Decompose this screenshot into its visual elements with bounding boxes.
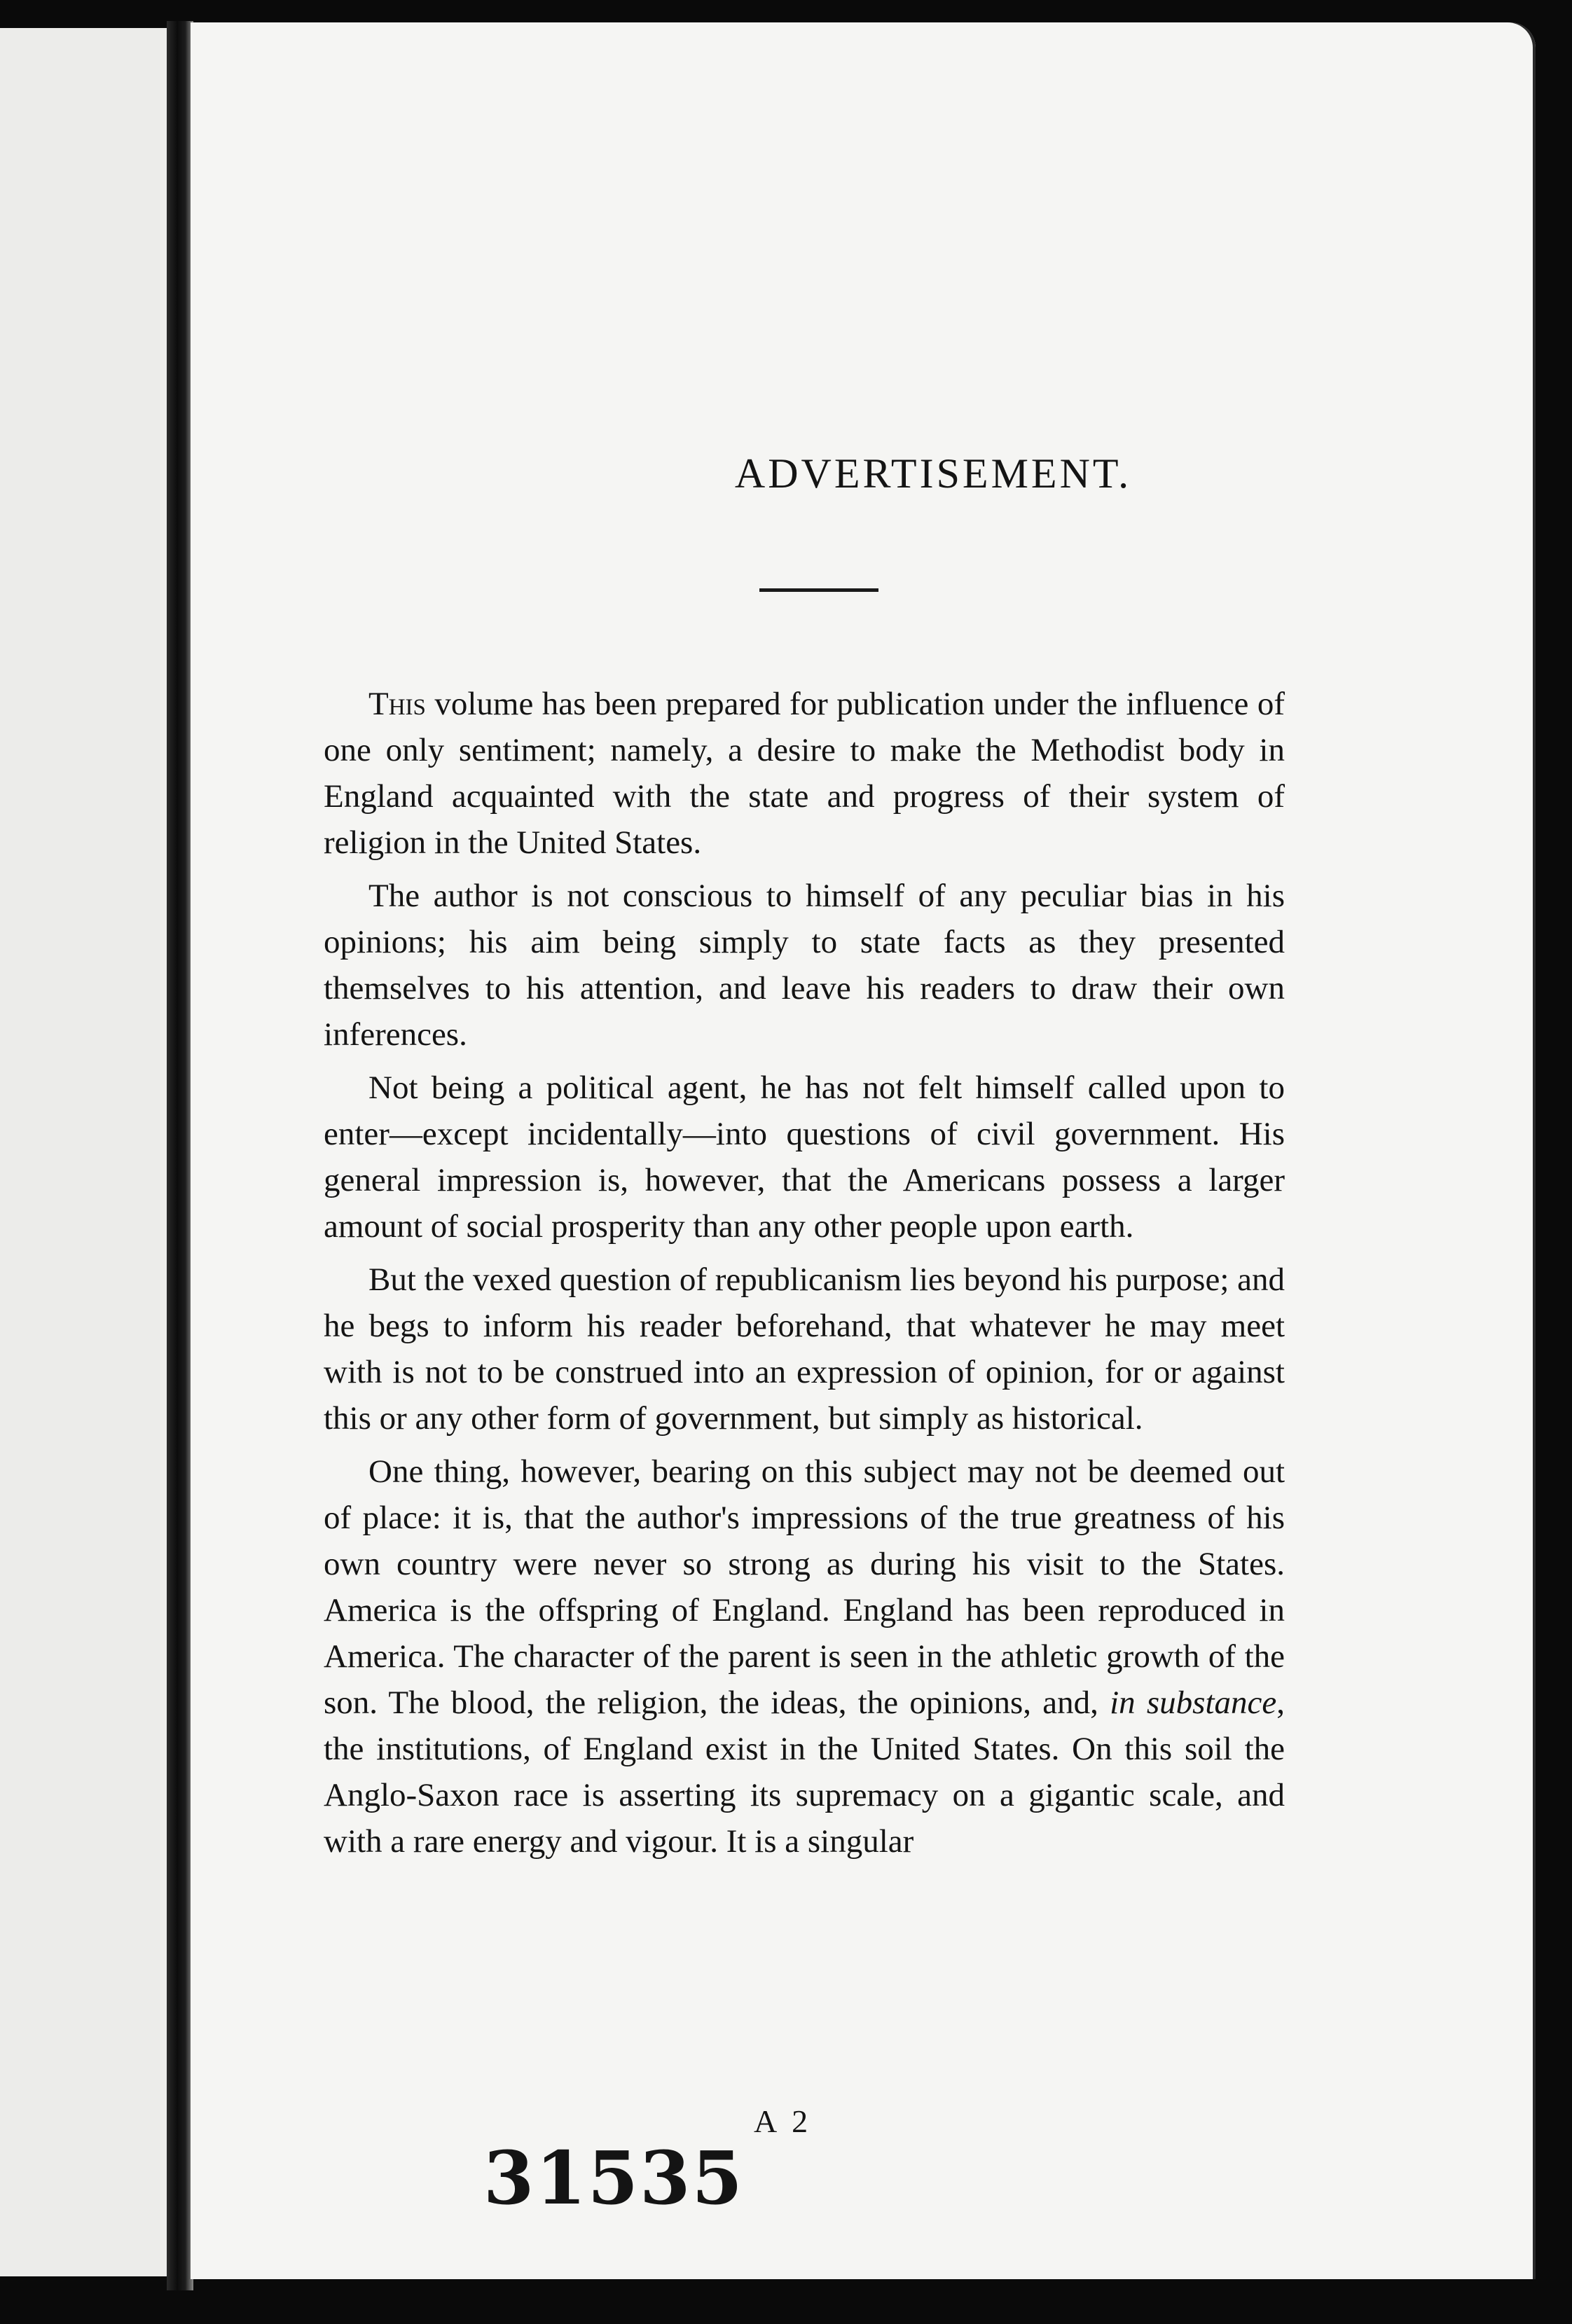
paragraph-2: The author is not conscious to himself of any peculiar bias in his opinions; his aim being simply to state facts as they presented themselves to his attention, and leave his readers to draw their own inferences. (324, 878, 1285, 1053)
paragraph-1 (324, 681, 1285, 866)
page-title: ADVERTISEMENT. (734, 450, 1132, 497)
paragraph-1-opening-word: This (368, 686, 426, 722)
paragraph-4: But the vexed question of republicanism lies beyond his purpose; and he begs to inform his reader beforehand, that whatever he may meet with is not to be construed into an expression of opinion, for or against this or any other form of government, but simply as historical. (324, 1261, 1285, 1437)
book-gutter (167, 21, 193, 2290)
signature-mark: A 2 (754, 2103, 813, 2139)
paragraph-3: Not being a political agent, he has not felt himself called upon to enter—except incidentally—into questions of civil government. His general impression is, however, that the Americans possess a larger amount of social prosperity than any other people upon earth. (324, 1070, 1285, 1245)
paragraph-5-text-a: One thing, however, bearing on this subject may not be deemed out of place: it is, that the author's impressions of the true greatness of his own country were never so strong as during his visit to the States. America is the offspring of England. England has been reproduced in America. The character of the parent is seen in the athletic growth of the son. The blood, the religion, the ideas, the opinions, and, (324, 1453, 1285, 1721)
facing-page (0, 28, 175, 2276)
advertisement-body (324, 681, 1285, 1872)
paragraph-5 (324, 1448, 1285, 1865)
title-rule (759, 588, 878, 592)
accession-number: 31535 (483, 2135, 744, 2221)
paragraph-1-text: volume has been prepared for publication under the influence of one only sentiment; namely, a desire to make the Methodist body in England acquainted with the state and progress of their system of religion in the United States. (324, 686, 1285, 861)
paragraph-5-italic: in substance (1110, 1685, 1277, 1721)
book-page (191, 22, 1536, 2279)
paragraph-5-text-b: , the institutions, of England exist in the United States. On this soil the Anglo-Saxon race is asserting its supremacy on a gigantic scale, and with a rare energy and vigour. It is a singular (324, 1685, 1285, 1860)
